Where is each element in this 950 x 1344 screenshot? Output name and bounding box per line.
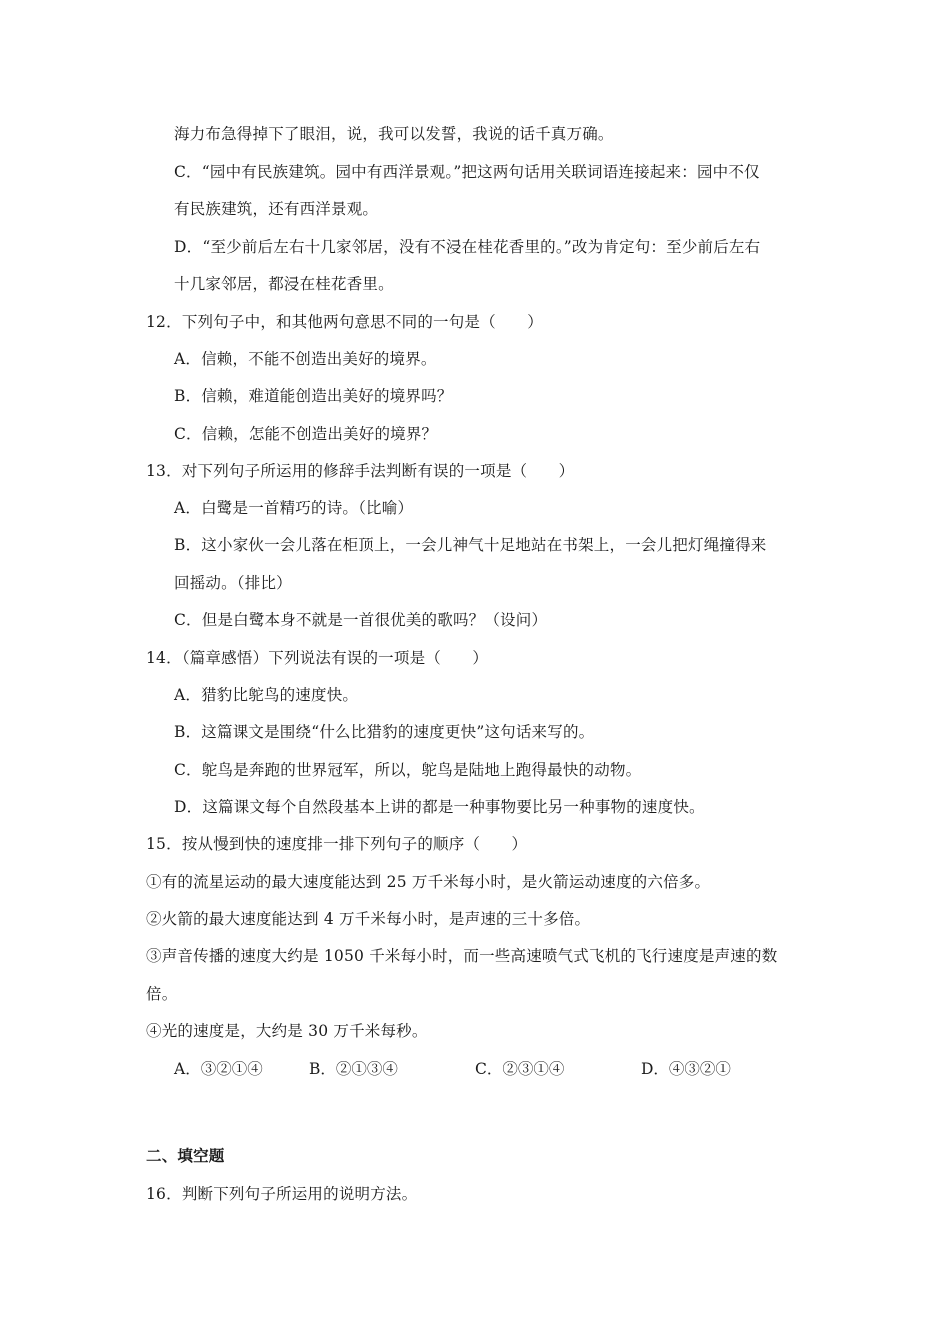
option-line: B．这小家伙一会儿落在柜顶上，一会儿神气十足地站在书架上，一会儿把灯绳撞得来 bbox=[174, 536, 767, 554]
sentence-line: ①有的流星运动的最大速度能达到 25 万千米每小时，是火箭运动速度的六倍多。 bbox=[146, 873, 711, 891]
option-line: 十几家邻居，都浸在桂花香里。 bbox=[174, 275, 394, 293]
option-line: A．白鹭是一首精巧的诗。（比喻） bbox=[174, 499, 414, 517]
question-12: 12．下列句子中，和其他两句意思不同的一句是（ ） bbox=[146, 313, 543, 331]
option-line: D．“至少前后左右十几家邻居，没有不浸在桂花香里的。”改为肯定句：至少前后左右 bbox=[174, 238, 761, 256]
option-line: C．信赖，怎能不创造出美好的境界？ bbox=[174, 425, 438, 443]
option-line: 海力布急得掉下了眼泪，说，我可以发誓，我说的话千真万确。 bbox=[174, 125, 614, 143]
option-line: B．这篇课文是围绕“什么比猎豹的速度更快”这句话来写的。 bbox=[174, 723, 595, 741]
sentence-line: ③声音传播的速度大约是 1050 千米每小时，而一些高速喷气式飞机的飞行速度是声速的数 bbox=[146, 947, 778, 965]
q15-option-a: A．③②①④ bbox=[174, 1060, 263, 1078]
sentence-line: ②火箭的最大速度能达到 4 万千米每小时，是声速的三十多倍。 bbox=[146, 910, 591, 928]
option-line: C．鸵鸟是奔跑的世界冠军，所以，鸵鸟是陆地上跑得最快的动物。 bbox=[174, 761, 642, 779]
option-line: 回摇动。（排比） bbox=[174, 574, 292, 592]
option-line: A．信赖，不能不创造出美好的境界。 bbox=[174, 350, 437, 368]
option-line: A．猎豹比鸵鸟的速度快。 bbox=[174, 686, 359, 704]
question-13: 13．对下列句子所运用的修辞手法判断有误的一项是（ ） bbox=[146, 462, 575, 480]
sentence-line: ④光的速度是，大约是 30 万千米每秒。 bbox=[146, 1022, 428, 1040]
option-line: B．信赖，难道能创造出美好的境界吗？ bbox=[174, 387, 453, 405]
question-14: 14．（篇章感悟）下列说法有误的一项是（ ） bbox=[146, 649, 489, 667]
q15-option-c: C．②③①④ bbox=[475, 1060, 565, 1078]
section-heading: 二、填空题 bbox=[146, 1146, 225, 1165]
option-line: C．但是白鹭本身不就是一首很优美的歌吗？（设问） bbox=[174, 611, 548, 629]
q15-option-d: D．④③②① bbox=[641, 1060, 731, 1078]
option-line: 有民族建筑，还有西洋景观。 bbox=[174, 200, 379, 218]
question-15: 15．按从慢到快的速度排一排下列句子的顺序（ ） bbox=[146, 835, 528, 853]
sentence-line: 倍。 bbox=[146, 985, 178, 1003]
question-16: 16．判断下列句子所运用的说明方法。 bbox=[146, 1185, 418, 1203]
option-line: C．“园中有民族建筑。园中有西洋景观。”把这两句话用关联词语连接起来：园中不仅 bbox=[174, 163, 760, 181]
q15-option-b: B．②①③④ bbox=[309, 1060, 398, 1078]
option-line: D．这篇课文每个自然段基本上讲的都是一种事物要比另一种事物的速度快。 bbox=[174, 798, 705, 816]
